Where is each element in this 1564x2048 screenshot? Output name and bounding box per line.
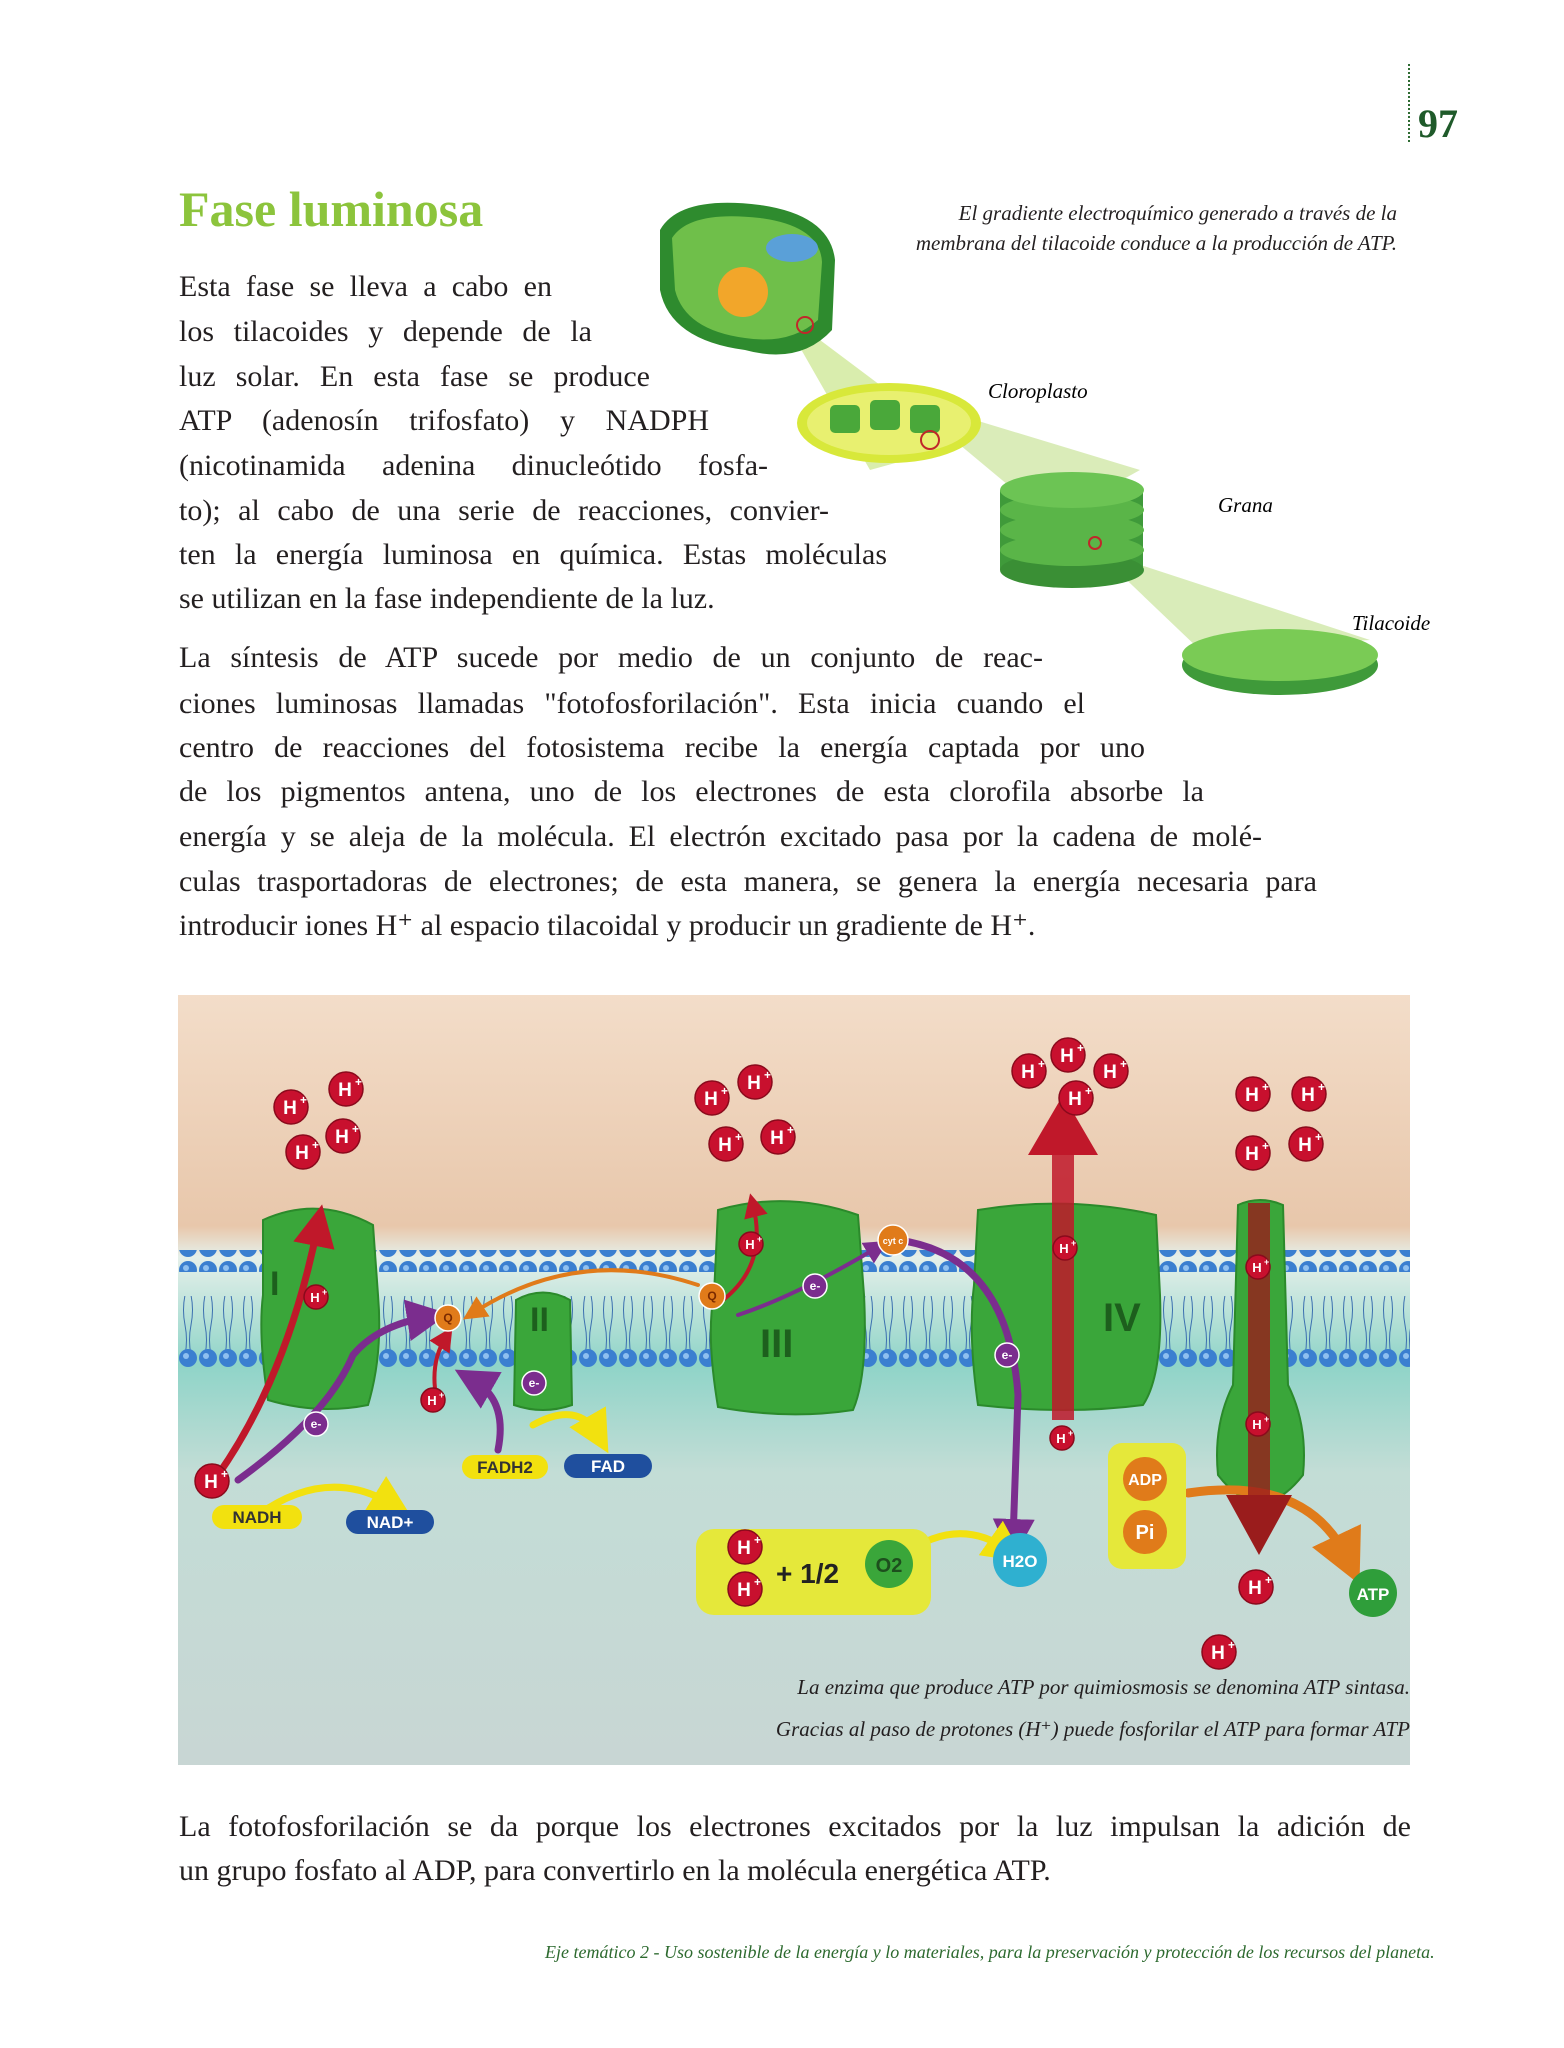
electron-icon bbox=[803, 1274, 827, 1298]
proton-icon bbox=[1246, 1255, 1270, 1279]
proton-icon bbox=[1059, 1081, 1093, 1115]
electron-icon bbox=[522, 1371, 546, 1395]
proton-charge: + bbox=[1038, 1057, 1046, 1071]
carrier-label: e- bbox=[809, 1279, 821, 1293]
proton-label: H bbox=[747, 1073, 761, 1094]
chloroplast-icon bbox=[797, 383, 981, 463]
text-line: los tilacoides y depende de la bbox=[179, 315, 592, 348]
svg-text:NAD+: NAD+ bbox=[366, 1513, 414, 1532]
proton-icon bbox=[695, 1081, 729, 1115]
proton-label: H bbox=[427, 1393, 437, 1408]
proton-label: H bbox=[704, 1089, 718, 1110]
caption-line: El gradiente electroquímico generado a través de la bbox=[958, 201, 1397, 225]
proton-label: H bbox=[295, 1143, 309, 1164]
proton-icon bbox=[739, 1232, 763, 1256]
proton-icon bbox=[728, 1572, 762, 1606]
proton-charge: + bbox=[355, 1075, 363, 1089]
proton-icon bbox=[1202, 1635, 1236, 1669]
text-line: centro de reacciones del fotosistema recibe la energía captada por uno bbox=[179, 731, 1145, 764]
text-line: ATP (adenosín trifosfato) y NADPH bbox=[179, 404, 709, 437]
complex-iii bbox=[711, 1201, 865, 1414]
proton-label: H bbox=[310, 1290, 320, 1305]
proton-charge: + bbox=[1077, 1041, 1085, 1055]
page-number: 97 bbox=[1418, 101, 1458, 146]
proton-label: H bbox=[1103, 1062, 1117, 1083]
electron-transport-chain-diagram bbox=[178, 995, 1410, 1765]
page-footer: Eje temático 2 - Uso sostenible de la energía y lo materiales, para la preservación y protección de los recursos del planeta. bbox=[545, 1942, 1435, 1962]
proton-label: H bbox=[718, 1135, 732, 1156]
proton-charge: + bbox=[1264, 1257, 1270, 1267]
proton-charge: + bbox=[1262, 1080, 1270, 1094]
plant-cell-icon bbox=[660, 203, 835, 355]
proton-icon bbox=[1289, 1127, 1323, 1161]
complex-iii-label: III bbox=[760, 1322, 794, 1366]
proton-icon bbox=[1051, 1038, 1085, 1072]
proton-icon bbox=[195, 1464, 229, 1498]
quinone-icon bbox=[699, 1283, 725, 1309]
proton-charge: + bbox=[1068, 1428, 1074, 1438]
svg-text:FAD: FAD bbox=[591, 1457, 625, 1476]
proton-label: H bbox=[338, 1080, 352, 1101]
proton-icon bbox=[1094, 1054, 1128, 1088]
thylakoid-icon bbox=[1182, 629, 1378, 695]
fad-badge bbox=[564, 1454, 652, 1478]
proton-label: H bbox=[1248, 1578, 1262, 1599]
proton-icon bbox=[304, 1285, 328, 1309]
diagram-caption-line: La enzima que produce ATP por quimiosmosis se denomina ATP sintasa. bbox=[797, 1675, 1410, 1699]
proton-icon bbox=[1050, 1426, 1074, 1450]
proton-label: H bbox=[1245, 1085, 1259, 1106]
text-line: culas trasportadoras de electrones; de esta manera, se genera la energía necesaria para bbox=[179, 865, 1317, 898]
proton-charge: + bbox=[1315, 1130, 1323, 1144]
text-line: La fotofosforilación se da porque los electrones excitados por la luz impulsan la adición de bbox=[179, 1810, 1411, 1843]
electron-icon bbox=[995, 1343, 1019, 1367]
proton-icon bbox=[329, 1072, 363, 1106]
electron-icon bbox=[304, 1412, 328, 1436]
complex-iv-label: IV bbox=[1103, 1296, 1141, 1340]
proton-icon bbox=[274, 1090, 308, 1124]
text-line: ten la energía luminosa en química. Estas moléculas bbox=[179, 538, 887, 571]
text-line: de los pigmentos antena, uno de los electrones de esta clorofila absorbe la bbox=[179, 775, 1204, 808]
proton-charge: + bbox=[322, 1287, 328, 1297]
proton-charge: + bbox=[754, 1533, 762, 1547]
proton-label: H bbox=[1068, 1089, 1082, 1110]
proton-icon bbox=[1236, 1077, 1270, 1111]
adp-pi-box bbox=[1108, 1443, 1186, 1569]
proton-icon bbox=[286, 1135, 320, 1169]
proton-icon bbox=[761, 1120, 795, 1154]
carrier-label: e- bbox=[528, 1376, 540, 1390]
chloroplast-label: Cloroplasto bbox=[988, 379, 1088, 403]
proton-charge: + bbox=[221, 1467, 229, 1481]
text-line: La síntesis de ATP sucede por medio de un conjunto de reac- bbox=[179, 641, 1043, 674]
fadh2-badge bbox=[462, 1455, 548, 1479]
proton-icon bbox=[728, 1530, 762, 1564]
proton-label: H bbox=[1211, 1643, 1225, 1664]
proton-icon bbox=[1053, 1236, 1077, 1260]
diagram-caption-line: Gracias al paso de protones (H⁺) puede fosforilar el ATP para formar ATP bbox=[775, 1717, 1410, 1741]
pi-label: Pi bbox=[1135, 1522, 1155, 1544]
atp-molecule bbox=[1349, 1569, 1397, 1617]
proton-label: H bbox=[204, 1472, 218, 1493]
proton-charge: + bbox=[1318, 1080, 1326, 1094]
grana-icon bbox=[1000, 472, 1144, 588]
text-line: introducir iones H⁺ al espacio tilacoidal y producir un gradiente de H⁺. bbox=[179, 909, 1036, 942]
complex-ii-label: II bbox=[530, 1301, 549, 1339]
proton-icon bbox=[421, 1388, 445, 1412]
proton-label: H bbox=[1298, 1135, 1312, 1156]
proton-charge: + bbox=[312, 1138, 320, 1152]
proton-label: H bbox=[1060, 1046, 1074, 1067]
proton-charge: + bbox=[1264, 1414, 1270, 1424]
page-number-divider bbox=[1408, 64, 1410, 142]
caption-line: membrana del tilacoide conduce a la producción de ATP. bbox=[915, 231, 1397, 255]
carrier-label: cyt c bbox=[882, 1236, 904, 1246]
proton-label: H bbox=[1252, 1260, 1262, 1275]
proton-charge: + bbox=[1228, 1638, 1236, 1652]
proton-icon bbox=[1236, 1136, 1270, 1170]
half-label: + 1/2 bbox=[776, 1558, 840, 1589]
thylakoid-label: Tilacoide bbox=[1352, 611, 1431, 635]
proton-charge: + bbox=[757, 1234, 763, 1244]
proton-icon bbox=[709, 1127, 743, 1161]
svg-text:FADH2: FADH2 bbox=[477, 1458, 533, 1477]
proton-label: H bbox=[1245, 1144, 1259, 1165]
carrier-label: Q bbox=[443, 1311, 453, 1325]
proton-icon bbox=[738, 1065, 772, 1099]
proton-label: H bbox=[737, 1580, 751, 1601]
proton-charge: + bbox=[1265, 1573, 1273, 1587]
proton-charge: + bbox=[300, 1093, 308, 1107]
proton-charge: + bbox=[1120, 1057, 1128, 1071]
proton-label: H bbox=[1301, 1085, 1315, 1106]
proton-label: H bbox=[737, 1538, 751, 1559]
water-molecule bbox=[993, 1533, 1047, 1587]
proton-charge: + bbox=[764, 1068, 772, 1082]
proton-charge: + bbox=[787, 1123, 795, 1137]
proton-charge: + bbox=[721, 1084, 729, 1098]
text-line: energía y se aleja de la molécula. El electrón excitado pasa por la cadena de molé- bbox=[179, 820, 1262, 853]
proton-label: H bbox=[335, 1127, 349, 1148]
text-line: Esta fase se lleva a cabo en bbox=[179, 270, 552, 303]
cytochrome-c-icon bbox=[878, 1225, 908, 1255]
proton-charge: + bbox=[352, 1122, 360, 1136]
proton-label: H bbox=[1252, 1417, 1262, 1432]
proton-icon bbox=[1292, 1077, 1326, 1111]
text-line: (nicotinamida adenina dinucleótido fosfa- bbox=[179, 449, 768, 482]
complex-i-label: I bbox=[270, 1265, 280, 1303]
nad-badge bbox=[346, 1510, 434, 1534]
svg-text:ATP: ATP bbox=[1356, 1585, 1390, 1604]
text-line: luz solar. En esta fase se produce bbox=[179, 360, 650, 393]
proton-charge: + bbox=[1071, 1238, 1077, 1248]
proton-label: H bbox=[1021, 1062, 1035, 1083]
quinone-icon bbox=[435, 1305, 461, 1331]
text-line: to); al cabo de una serie de reacciones, convier- bbox=[179, 494, 829, 527]
proton-icon bbox=[1012, 1054, 1046, 1088]
proton-label: H bbox=[1059, 1241, 1069, 1256]
oxygen-label: O2 bbox=[875, 1555, 903, 1577]
proton-label: H bbox=[770, 1128, 784, 1149]
proton-charge: + bbox=[439, 1390, 445, 1400]
proton-label: H bbox=[745, 1237, 755, 1252]
text-line: un grupo fosfato al ADP, para convertirlo en la molécula energética ATP. bbox=[179, 1854, 1051, 1887]
nadh-badge bbox=[212, 1505, 302, 1529]
proton-icon bbox=[1246, 1412, 1270, 1436]
proton-charge: + bbox=[754, 1575, 762, 1589]
adp-label: ADP bbox=[1128, 1472, 1162, 1489]
proton-label: H bbox=[1056, 1431, 1066, 1446]
proton-charge: + bbox=[1085, 1084, 1093, 1098]
section-title: Fase luminosa bbox=[179, 181, 484, 237]
text-line: se utilizan en la fase independiente de la luz. bbox=[179, 582, 715, 615]
proton-charge: + bbox=[735, 1130, 743, 1144]
carrier-label: e- bbox=[310, 1417, 322, 1431]
grana-label: Grana bbox=[1218, 493, 1273, 517]
svg-text:H2O: H2O bbox=[1002, 1552, 1038, 1571]
svg-text:NADH: NADH bbox=[232, 1508, 282, 1527]
carrier-label: Q bbox=[707, 1289, 717, 1303]
proton-icon bbox=[1239, 1570, 1273, 1604]
carrier-label: e- bbox=[1001, 1348, 1013, 1362]
proton-label: H bbox=[283, 1098, 297, 1119]
text-line: ciones luminosas llamadas "fotofosforilación". Esta inicia cuando el bbox=[179, 687, 1085, 720]
proton-charge: + bbox=[1262, 1139, 1270, 1153]
proton-icon bbox=[326, 1119, 360, 1153]
